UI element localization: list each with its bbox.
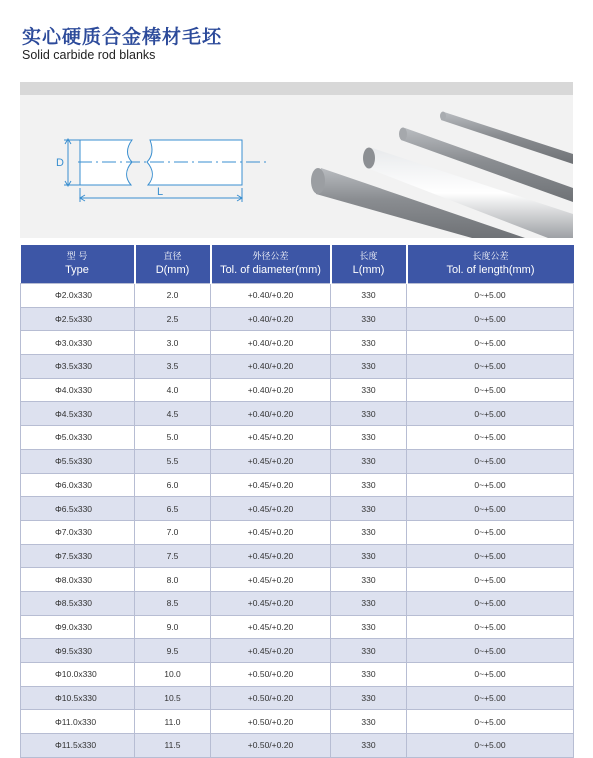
- column-header-length: 长度 L(mm): [331, 245, 407, 284]
- type-cell: Φ3.0x330: [21, 331, 135, 355]
- table-row: [21, 663, 574, 687]
- length-tolerance-cell: 0~+5.00: [407, 544, 574, 568]
- length-cell: 330: [331, 568, 407, 592]
- table-row: [21, 615, 574, 639]
- length-tolerance-cell: 0~+5.00: [407, 639, 574, 663]
- length-cell: 330: [331, 449, 407, 473]
- table-row: [21, 284, 574, 308]
- diameter-cell: 11.0: [135, 710, 211, 734]
- table-body: [21, 284, 574, 758]
- diameter-tolerance-cell: +0.45/+0.20: [211, 639, 331, 663]
- product-banner: [20, 82, 573, 238]
- column-header-diameter-tolerance: 外径公差 Tol. of diameter(mm): [211, 245, 331, 284]
- length-cell: 330: [331, 734, 407, 758]
- length-cell: 330: [331, 426, 407, 450]
- length-tolerance-cell: 0~+5.00: [407, 663, 574, 687]
- diameter-cell: 11.5: [135, 734, 211, 758]
- table-row: [21, 449, 574, 473]
- type-cell: Φ11.0x330: [21, 710, 135, 734]
- column-header-diameter: 直径 D(mm): [135, 245, 211, 284]
- length-cell: 330: [331, 591, 407, 615]
- diameter-tolerance-cell: +0.45/+0.20: [211, 568, 331, 592]
- table-row: [21, 378, 574, 402]
- length-tolerance-cell: 0~+5.00: [407, 402, 574, 426]
- type-cell: Φ10.0x330: [21, 663, 135, 687]
- length-tolerance-cell: 0~+5.00: [407, 520, 574, 544]
- length-cell: 330: [331, 544, 407, 568]
- table-row: [21, 473, 574, 497]
- type-cell: Φ7.0x330: [21, 520, 135, 544]
- table-row: [21, 520, 574, 544]
- type-cell: Φ8.5x330: [21, 591, 135, 615]
- diameter-tolerance-cell: +0.45/+0.20: [211, 449, 331, 473]
- length-tolerance-cell: 0~+5.00: [407, 331, 574, 355]
- type-cell: Φ9.0x330: [21, 615, 135, 639]
- page-title-en: Solid carbide rod blanks: [22, 48, 156, 62]
- length-tolerance-cell: 0~+5.00: [407, 355, 574, 379]
- length-tolerance-cell: 0~+5.00: [407, 734, 574, 758]
- length-tolerance-cell: 0~+5.00: [407, 615, 574, 639]
- type-cell: Φ6.5x330: [21, 497, 135, 521]
- length-cell: 330: [331, 615, 407, 639]
- length-cell: 330: [331, 378, 407, 402]
- diameter-cell: 2.0: [135, 284, 211, 308]
- length-cell: 330: [331, 402, 407, 426]
- diameter-cell: 7.5: [135, 544, 211, 568]
- type-cell: Φ4.5x330: [21, 402, 135, 426]
- type-cell: Φ7.5x330: [21, 544, 135, 568]
- column-header-type: 型 号 Type: [21, 245, 135, 284]
- diameter-cell: 6.5: [135, 497, 211, 521]
- length-cell: 330: [331, 307, 407, 331]
- diameter-cell: 3.5: [135, 355, 211, 379]
- diameter-cell: 3.0: [135, 331, 211, 355]
- diameter-tolerance-cell: +0.50/+0.20: [211, 710, 331, 734]
- table-row: [21, 639, 574, 663]
- diameter-tolerance-cell: +0.40/+0.20: [211, 331, 331, 355]
- length-cell: 330: [331, 355, 407, 379]
- page-title-cn: 实心硬质合金棒材毛坯: [22, 26, 223, 48]
- diameter-cell: 10.5: [135, 686, 211, 710]
- length-cell: 330: [331, 663, 407, 687]
- type-cell: Φ8.0x330: [21, 568, 135, 592]
- diameter-tolerance-cell: +0.40/+0.20: [211, 284, 331, 308]
- diameter-tolerance-cell: +0.50/+0.20: [211, 734, 331, 758]
- table-row: [21, 710, 574, 734]
- length-tolerance-cell: 0~+5.00: [407, 686, 574, 710]
- type-cell: Φ3.5x330: [21, 355, 135, 379]
- table-row: [21, 591, 574, 615]
- length-cell: 330: [331, 284, 407, 308]
- type-cell: Φ6.0x330: [21, 473, 135, 497]
- length-tolerance-cell: 0~+5.00: [407, 449, 574, 473]
- diameter-cell: 5.0: [135, 426, 211, 450]
- type-cell: Φ2.0x330: [21, 284, 135, 308]
- diameter-tolerance-cell: +0.40/+0.20: [211, 378, 331, 402]
- table-row: [21, 307, 574, 331]
- type-cell: Φ5.5x330: [21, 449, 135, 473]
- length-tolerance-cell: 0~+5.00: [407, 473, 574, 497]
- length-tolerance-cell: 0~+5.00: [407, 378, 574, 402]
- length-tolerance-cell: 0~+5.00: [407, 426, 574, 450]
- diameter-tolerance-cell: +0.40/+0.20: [211, 402, 331, 426]
- rod-drawing-and-photo: [20, 82, 573, 238]
- table-row: [21, 544, 574, 568]
- length-cell: 330: [331, 473, 407, 497]
- diameter-tolerance-cell: +0.45/+0.20: [211, 544, 331, 568]
- diameter-cell: 6.0: [135, 473, 211, 497]
- type-cell: Φ4.0x330: [21, 378, 135, 402]
- table-header-row: [21, 245, 574, 284]
- diameter-cell: 9.5: [135, 639, 211, 663]
- diameter-cell: 9.0: [135, 615, 211, 639]
- table-row: [21, 497, 574, 521]
- diameter-tolerance-cell: +0.40/+0.20: [211, 355, 331, 379]
- diameter-tolerance-cell: +0.45/+0.20: [211, 497, 331, 521]
- length-tolerance-cell: 0~+5.00: [407, 284, 574, 308]
- diameter-cell: 8.5: [135, 591, 211, 615]
- type-cell: Φ9.5x330: [21, 639, 135, 663]
- table-row: [21, 568, 574, 592]
- table-row: [21, 686, 574, 710]
- diameter-tolerance-cell: +0.40/+0.20: [211, 307, 331, 331]
- diameter-cell: 8.0: [135, 568, 211, 592]
- type-cell: Φ2.5x330: [21, 307, 135, 331]
- type-cell: Φ11.5x330: [21, 734, 135, 758]
- rod-spec-table: [20, 245, 574, 758]
- diameter-tolerance-cell: +0.45/+0.20: [211, 615, 331, 639]
- diameter-tolerance-cell: +0.45/+0.20: [211, 473, 331, 497]
- length-tolerance-cell: 0~+5.00: [407, 591, 574, 615]
- dimension-d-label: D: [56, 157, 64, 169]
- diameter-cell: 10.0: [135, 663, 211, 687]
- diameter-tolerance-cell: +0.45/+0.20: [211, 520, 331, 544]
- length-cell: 330: [331, 331, 407, 355]
- type-cell: Φ10.5x330: [21, 686, 135, 710]
- length-tolerance-cell: 0~+5.00: [407, 307, 574, 331]
- length-cell: 330: [331, 520, 407, 544]
- type-cell: Φ5.0x330: [21, 426, 135, 450]
- diameter-tolerance-cell: +0.45/+0.20: [211, 426, 331, 450]
- dimension-l-label: L: [157, 186, 164, 198]
- table-row: [21, 426, 574, 450]
- diameter-tolerance-cell: +0.45/+0.20: [211, 591, 331, 615]
- length-tolerance-cell: 0~+5.00: [407, 710, 574, 734]
- length-cell: 330: [331, 639, 407, 663]
- length-cell: 330: [331, 710, 407, 734]
- table-row: [21, 402, 574, 426]
- length-cell: 330: [331, 497, 407, 521]
- diameter-tolerance-cell: +0.50/+0.20: [211, 686, 331, 710]
- length-tolerance-cell: 0~+5.00: [407, 497, 574, 521]
- diameter-cell: 4.0: [135, 378, 211, 402]
- diameter-cell: 2.5: [135, 307, 211, 331]
- table-row: [21, 331, 574, 355]
- diameter-tolerance-cell: +0.50/+0.20: [211, 663, 331, 687]
- length-cell: 330: [331, 686, 407, 710]
- column-header-length-tolerance: 长度公差 Tol. of length(mm): [407, 245, 574, 284]
- table-row: [21, 355, 574, 379]
- length-tolerance-cell: 0~+5.00: [407, 568, 574, 592]
- diameter-cell: 7.0: [135, 520, 211, 544]
- diameter-cell: 4.5: [135, 402, 211, 426]
- technical-drawing: [64, 139, 268, 202]
- diameter-cell: 5.5: [135, 449, 211, 473]
- rods-photo: [311, 112, 573, 239]
